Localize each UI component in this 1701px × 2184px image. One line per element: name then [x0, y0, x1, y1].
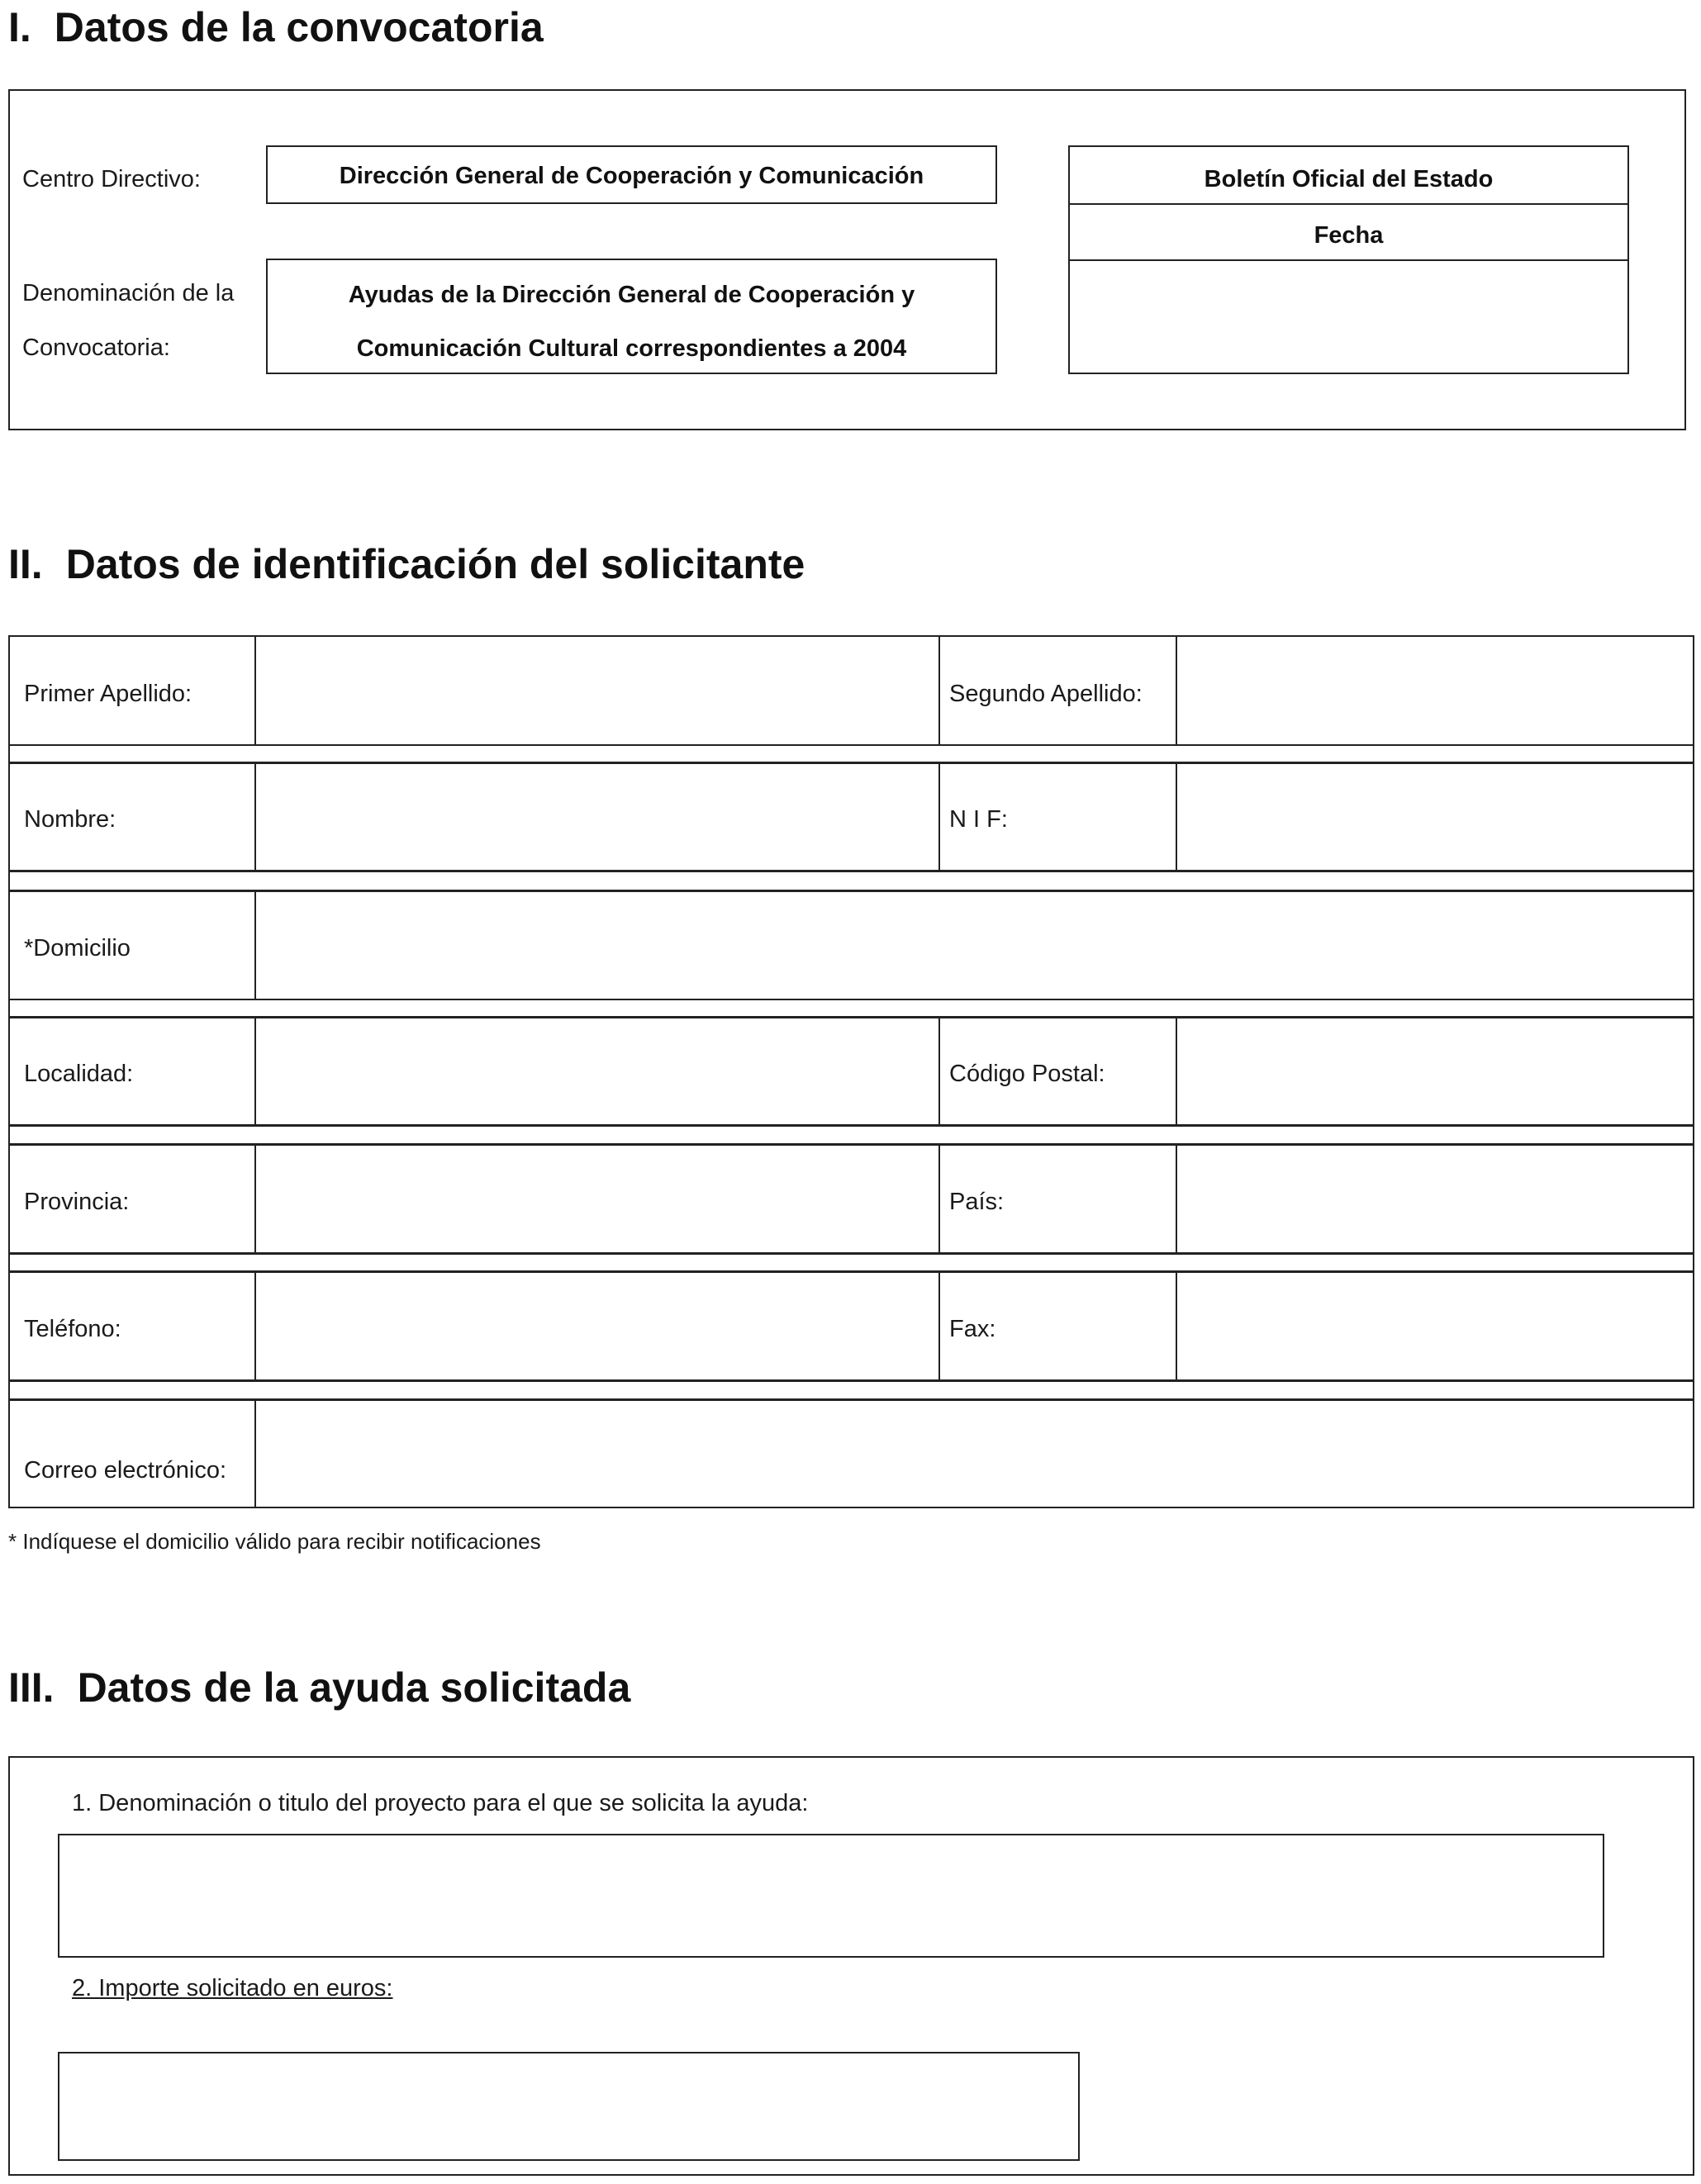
importe-field[interactable] [58, 2052, 1080, 2161]
section-3-frame [8, 1756, 1694, 2176]
boletin-label: Boletín Oficial del Estado [1204, 166, 1494, 192]
section-2-number: II. [8, 541, 43, 587]
section-3-title: Datos de la ayuda solicitada [77, 1664, 631, 1711]
applicant-table [8, 635, 1694, 1508]
primer-apellido-label: Primer Apellido: [24, 681, 192, 707]
boletin-box [1068, 145, 1629, 374]
section-1-heading [8, 4, 544, 50]
nif-field[interactable] [1177, 764, 1693, 870]
row-domicilio [10, 892, 1693, 999]
section-2-heading [8, 541, 805, 587]
nif-label: N I F: [949, 806, 1008, 833]
domicilio-field[interactable] [256, 892, 1693, 999]
row-localidad [10, 1018, 1693, 1124]
denominacion-label-line1: Denominación de la [22, 280, 235, 306]
centro-directivo-box [266, 145, 997, 204]
pais-label: País: [949, 1189, 1005, 1215]
row-nombre [10, 764, 1693, 870]
denominacion-value-line1: Ayudas de la Dirección General de Cooperación y [348, 282, 915, 308]
denominacion-value-line2: Comunicación Cultural correspondientes a 2004 [356, 335, 907, 362]
nombre-label: Nombre: [24, 806, 116, 833]
fax-field[interactable] [1177, 1273, 1693, 1379]
fecha-value-field[interactable] [1070, 261, 1627, 373]
row-provincia [10, 1146, 1693, 1252]
localidad-label: Localidad: [24, 1061, 134, 1087]
telefono-field[interactable] [256, 1273, 938, 1379]
primer-apellido-field[interactable] [256, 637, 938, 744]
section-1-title: Datos de la convocatoria [54, 4, 544, 50]
fax-label: Fax: [949, 1316, 996, 1342]
importe-label: 2. Importe solicitado en euros: [72, 1975, 393, 2001]
correo-field[interactable] [256, 1401, 1693, 1507]
nombre-field[interactable] [256, 764, 938, 870]
segundo-apellido-field[interactable] [1177, 637, 1693, 744]
row-primer-apellido [10, 637, 1693, 744]
fecha-label: Fecha [1314, 222, 1384, 249]
row-correo [10, 1401, 1693, 1507]
provincia-field[interactable] [256, 1146, 938, 1252]
section-2-title: Datos de identificación del solicitante [65, 541, 805, 587]
row-telefono [10, 1273, 1693, 1379]
pais-field[interactable] [1177, 1146, 1693, 1252]
domicilio-footnote: * Indíquese el domicilio válido para recibir notificaciones [8, 1529, 541, 1554]
section-1-number: I. [8, 4, 31, 50]
codigo-postal-field[interactable] [1177, 1018, 1693, 1124]
provincia-label: Provincia: [24, 1189, 130, 1215]
section-3-heading [8, 1664, 631, 1711]
centro-directivo-value: Dirección General de Cooperación y Comunicación [339, 163, 924, 189]
segundo-apellido-label: Segundo Apellido: [949, 681, 1143, 707]
centro-directivo-label: Centro Directivo: [22, 166, 201, 192]
domicilio-label: *Domicilio [24, 935, 131, 961]
denominacion-label-line2: Convocatoria: [22, 335, 170, 361]
telefono-label: Teléfono: [24, 1316, 121, 1342]
proyecto-title-label: 1. Denominación o titulo del proyecto para el que se solicita la ayuda: [72, 1790, 809, 1816]
codigo-postal-label: Código Postal: [949, 1061, 1105, 1087]
section-3-number: III. [8, 1664, 55, 1711]
denominacion-box [266, 259, 997, 374]
correo-label: Correo electrónico: [24, 1457, 226, 1484]
proyecto-title-field[interactable] [58, 1834, 1604, 1958]
localidad-field[interactable] [256, 1018, 938, 1124]
